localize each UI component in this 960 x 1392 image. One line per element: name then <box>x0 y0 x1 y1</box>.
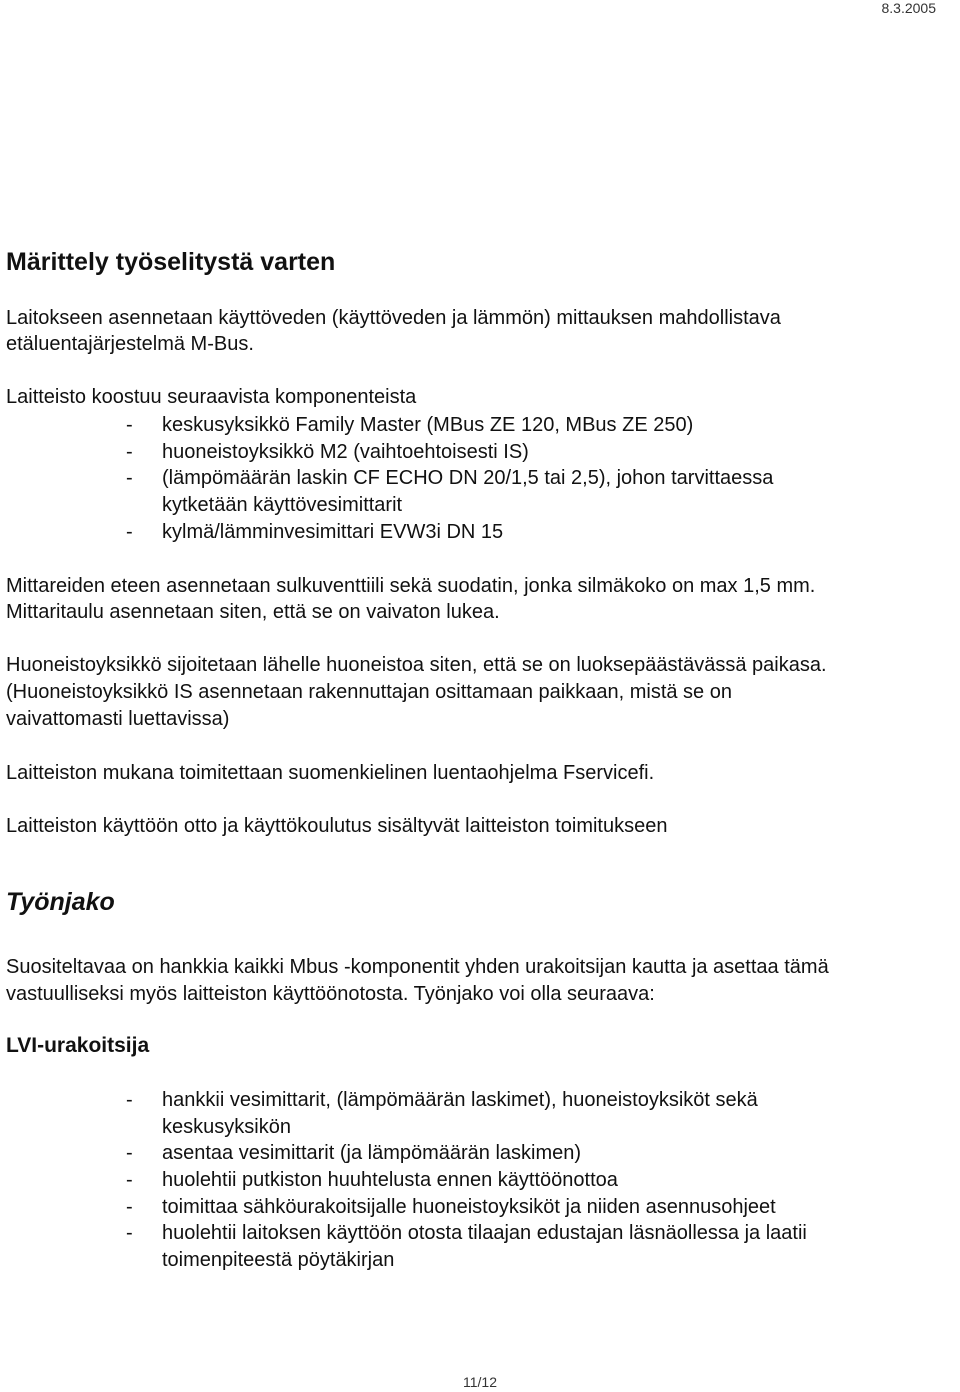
lvi-item-continuation: keskusyksikön <box>162 1116 291 1138</box>
component-item: keskusyksikkö Family Master (MBus ZE 120, MBus ZE 250) <box>162 414 694 436</box>
list-dash: - <box>126 1222 133 1244</box>
component-item: (lämpömäärän laskin CF ECHO DN 20/1,5 tai 2,5), johon tarvittaessa <box>162 467 774 489</box>
list-dash: - <box>126 1142 133 1164</box>
list-dash: - <box>126 521 133 543</box>
page-title: Märittely työselitystä varten <box>6 248 336 276</box>
list-dash: - <box>126 1196 133 1218</box>
component-item: kylmä/lämminvesimittari EVW3i DN 15 <box>162 521 504 543</box>
division-line-2: vastuulliseksi myös laitteiston käyttöönotosta. Työnjako voi olla seuraava: <box>6 983 655 1005</box>
meters-line-2: Mittaritaulu asennetaan siten, että se on vaivaton lukea. <box>6 601 500 623</box>
intro-line-1: Laitokseen asennetaan käyttöveden (käyttöveden ja lämmön) mittauksen mahdollistava <box>6 307 781 329</box>
meters-line-1: Mittareiden eteen asennetaan sulkuventtiili sekä suodatin, jonka silmäkoko on max 1,5 mm. <box>6 575 816 597</box>
division-heading: Työnjako <box>6 888 115 916</box>
components-intro: Laitteisto koostuu seuraavista komponenteista <box>6 386 417 408</box>
component-item: huoneistoyksikkö M2 (vaihtoehtoisesti IS) <box>162 441 529 463</box>
lvi-heading: LVI-urakoitsija <box>6 1034 150 1057</box>
apartment-unit-line-3: vaivattomasti luettavissa) <box>6 708 230 730</box>
lvi-item: asentaa vesimittarit (ja lämpömäärän laskimen) <box>162 1142 582 1164</box>
component-item-continuation: kytketään käyttövesimittarit <box>162 494 403 516</box>
list-dash: - <box>126 467 133 489</box>
lvi-item: huolehtii laitoksen käyttöön otosta tilaajan edustajan läsnäollessa ja laatii <box>162 1222 807 1244</box>
list-dash: - <box>126 1169 133 1191</box>
commissioning-paragraph: Laitteiston käyttöön otto ja käyttökoulutus sisältyvät laitteiston toimitukseen <box>6 815 668 837</box>
intro-line-2: etäluentajärjestelmä M-Bus. <box>6 333 254 355</box>
lvi-item: hankkii vesimittarit, (lämpömäärän laskimet), huoneistoyksiköt sekä <box>162 1089 758 1111</box>
page-number: 11/12 <box>463 1374 497 1390</box>
apartment-unit-line-2: (Huoneistoyksikkö IS asennetaan rakennuttajan osittamaan paikkaan, mistä se on <box>6 681 732 703</box>
list-dash: - <box>126 414 133 436</box>
apartment-unit-line-1: Huoneistoyksikkö sijoitetaan lähelle huoneistoa siten, että se on luoksepäästävässä paikasa. <box>6 654 827 676</box>
list-dash: - <box>126 441 133 463</box>
list-dash: - <box>126 1089 133 1111</box>
lvi-item-continuation: toimenpiteestä pöytäkirjan <box>162 1249 395 1271</box>
header-date: 8.3.2005 <box>881 0 936 16</box>
division-line-1: Suositeltavaa on hankkia kaikki Mbus -komponentit yhden urakoitsijan kautta ja asettaa tämä <box>6 956 829 978</box>
lvi-item: huolehtii putkiston huuhtelusta ennen käyttöönottoa <box>162 1169 618 1191</box>
software-paragraph: Laitteiston mukana toimitettaan suomenkielinen luentaohjelma Fservicefi. <box>6 762 655 784</box>
lvi-item: toimittaa sähköurakoitsijalle huoneistoyksiköt ja niiden asennusohjeet <box>162 1196 776 1218</box>
